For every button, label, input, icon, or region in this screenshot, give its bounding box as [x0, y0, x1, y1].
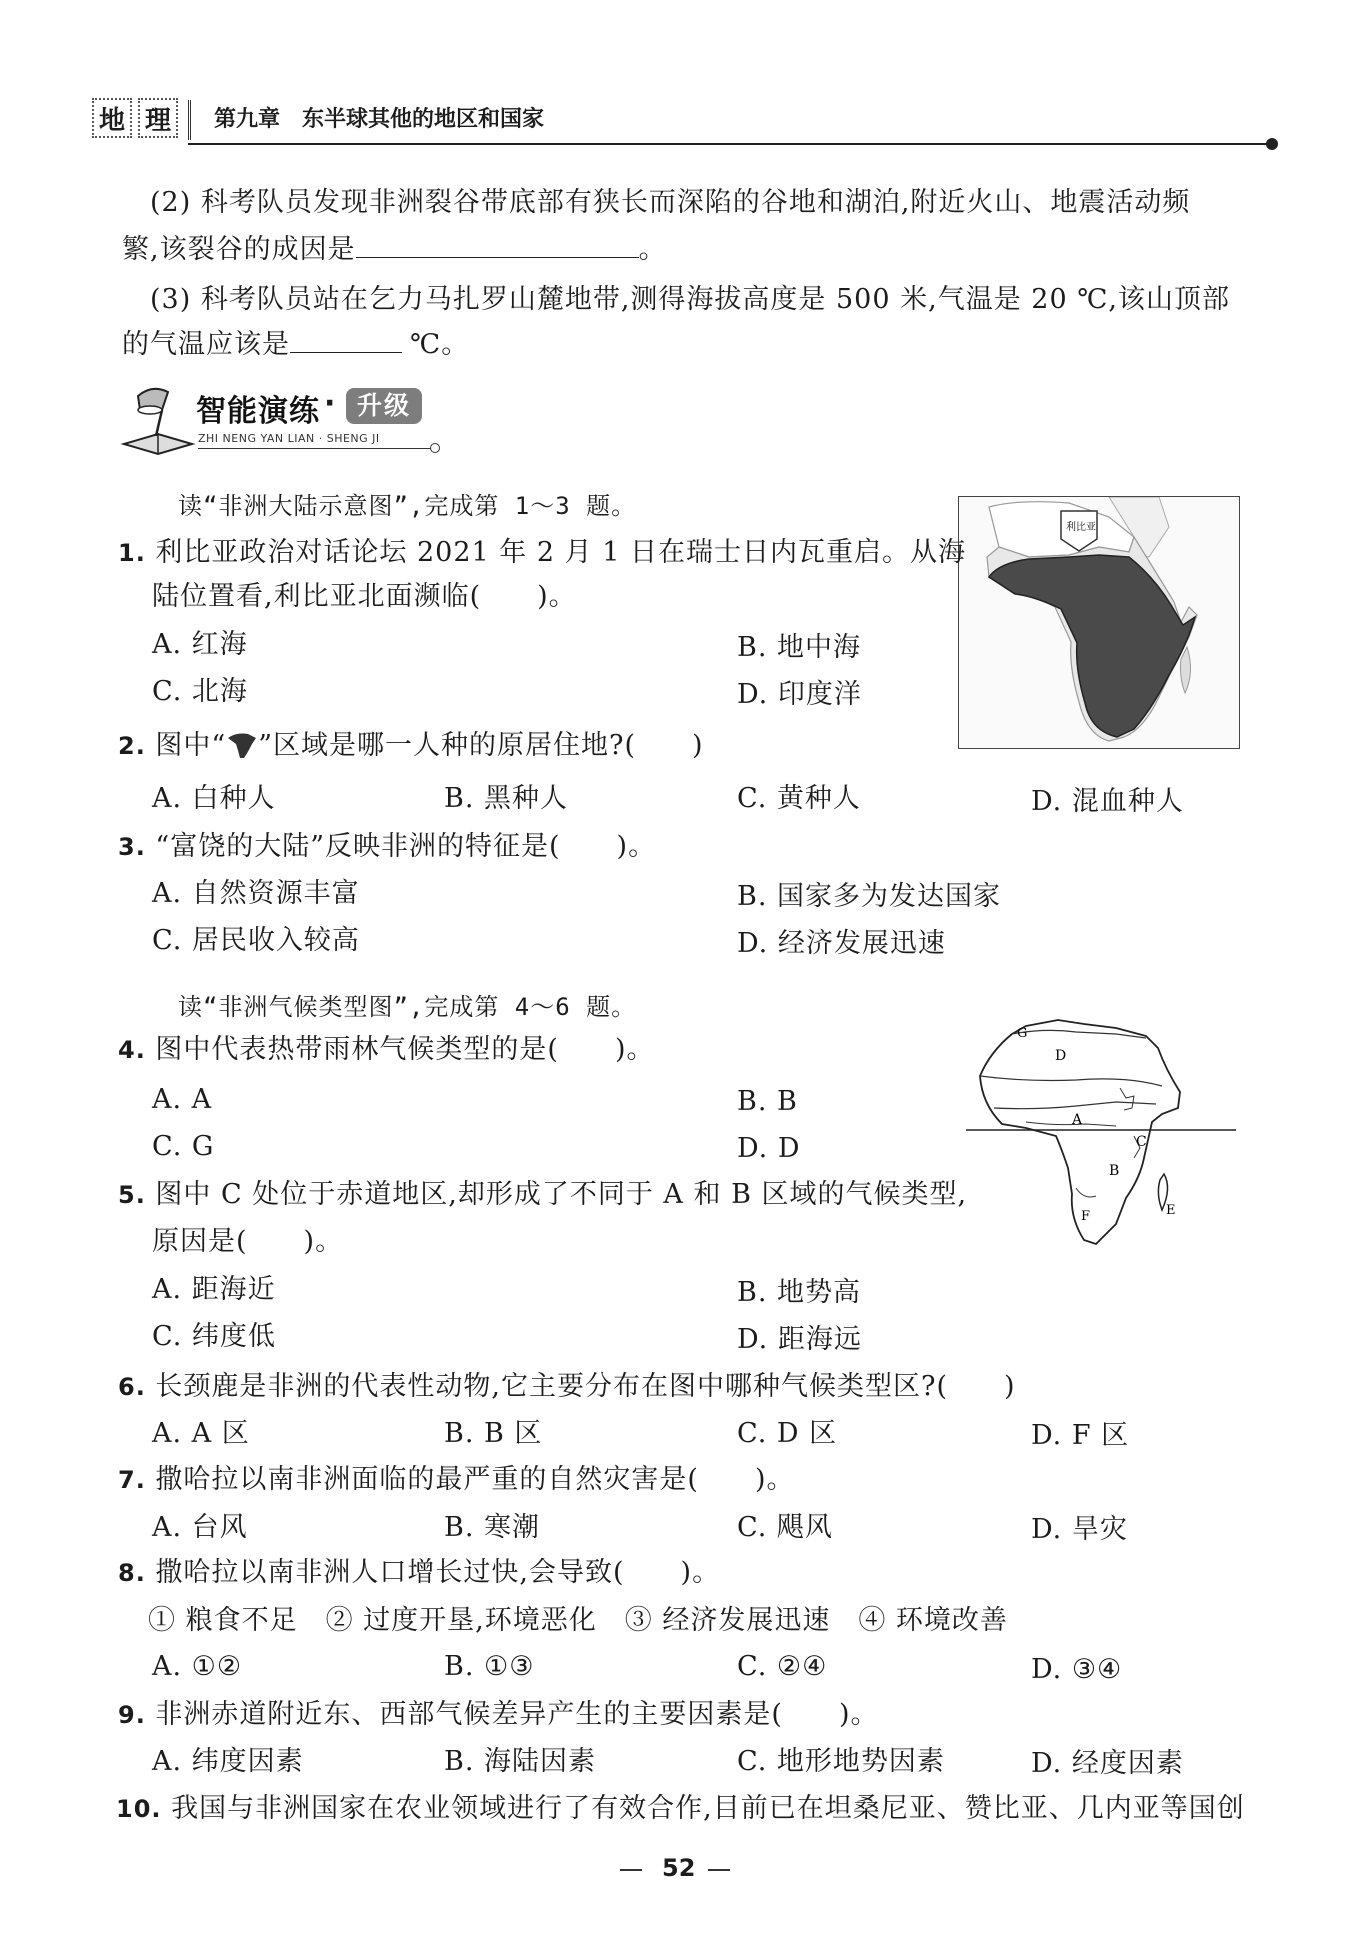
question-stem: 我国与非洲国家在农业领域进行了有效合作,目前已在坦桑尼亚、赞比亚、几内亚等国创: [171, 1793, 1245, 1824]
option-b[interactable]: B. 寒潮: [444, 1512, 541, 1543]
question-4: [118, 1033, 655, 1067]
question-9: [118, 1698, 879, 1732]
climate-map-figure: [966, 1018, 1246, 1250]
option-b[interactable]: B. 黑种人: [444, 783, 569, 814]
map-label-a: A: [1072, 1112, 1083, 1128]
page-footer: [620, 1854, 732, 1884]
question-stem: 非洲赤道附近东、西部气候差异产生的主要因素是( )。: [155, 1699, 879, 1730]
question-10: [116, 1792, 1245, 1826]
question-stem-pre: 图中“: [155, 730, 227, 761]
question-stem: “富饶的大陆”反映非洲的特征是( )。: [155, 831, 657, 862]
question-1-line2: 陆位置看,利比亚北面濒临( )。: [152, 581, 577, 612]
prev-q2-line1: (2) 科考队员发现非洲裂谷带底部有狭长而深陷的谷地和湖泊,附近火山、地震活动频: [150, 187, 1191, 218]
map-label-c: C: [1136, 1134, 1147, 1150]
question-number: 5.: [118, 1181, 146, 1209]
option-d[interactable]: D. 经度因素: [1031, 1748, 1184, 1779]
option-c[interactable]: C. 地形地势因素: [737, 1746, 945, 1777]
libya-label: 利比亚: [1066, 522, 1096, 533]
option-a[interactable]: A. 台风: [152, 1512, 248, 1543]
prev-q2-line2-text: 繁,该裂谷的成因是: [122, 234, 356, 265]
question-number: 7.: [118, 1466, 146, 1494]
option-d[interactable]: D. 印度洋: [737, 679, 862, 710]
option-c[interactable]: C. D 区: [737, 1418, 838, 1449]
option-d[interactable]: D. D: [737, 1133, 801, 1164]
question-stem: 撒哈拉以南非洲人口增长过快,会导致( )。: [155, 1557, 721, 1588]
subject-char-1: 地: [92, 98, 132, 138]
section-pinyin: ZHI NENG YAN LIAN · SHENG JI: [198, 432, 380, 445]
question-number: 8.: [118, 1559, 146, 1587]
option-d[interactable]: D. 旱灾: [1031, 1514, 1128, 1545]
section-title: 智能演练: [196, 394, 320, 429]
africa-climate-map: [966, 1018, 1246, 1250]
option-c[interactable]: C. G: [152, 1131, 215, 1162]
map-label-d: D: [1055, 1048, 1067, 1064]
prev-q2-line2-end: 。: [638, 234, 667, 265]
africa-continent-map: [958, 496, 1240, 749]
book-lamp-icon: [118, 380, 200, 456]
option-c[interactable]: C. 纬度低: [152, 1321, 276, 1352]
question-3: [118, 830, 656, 864]
option-a[interactable]: A. 距海近: [152, 1274, 276, 1305]
question-number: 1.: [118, 539, 146, 567]
option-b[interactable]: B. B 区: [444, 1418, 543, 1449]
option-d[interactable]: D. 混血种人: [1031, 786, 1184, 817]
option-c[interactable]: C. 飓风: [737, 1512, 833, 1543]
question-8-items: ① 粮食不足 ② 过度开垦,环境恶化 ③ 经济发展迅速 ④ 环境改善: [148, 1605, 1008, 1636]
option-c[interactable]: C. 北海: [152, 676, 248, 707]
question-2: [118, 729, 704, 763]
question-number: 4.: [118, 1036, 146, 1064]
question-number: 6.: [118, 1373, 146, 1401]
option-b[interactable]: B. B: [737, 1086, 798, 1117]
question-number: 9.: [118, 1701, 146, 1729]
footer-dash-left: [620, 1869, 642, 1871]
header-divider: [188, 100, 191, 140]
option-a[interactable]: A. 白种人: [152, 783, 276, 814]
question-7: [118, 1463, 795, 1497]
map-label-g: G: [1017, 1026, 1028, 1041]
option-d[interactable]: D. 距海远: [737, 1324, 862, 1355]
page-number: 52: [662, 1854, 696, 1882]
prev-q3-line1: (3) 科考队员站在乞力马扎罗山麓地带,测得海拔高度是 500 米,气温是 20 ℃,该山顶部: [150, 284, 1230, 315]
question-8: [118, 1556, 720, 1590]
option-a[interactable]: A. 红海: [152, 629, 248, 660]
question-stem: 图中代表热带雨林气候类型的是( )。: [155, 1034, 655, 1065]
question-stem: 撒哈拉以南非洲面临的最严重的自然灾害是( )。: [155, 1464, 795, 1495]
prev-q3-line2-text: 的气温应该是: [122, 329, 290, 360]
section-badge: 升级: [346, 388, 422, 424]
option-d[interactable]: D. 经济发展迅速: [737, 928, 946, 959]
question-5: [118, 1178, 967, 1212]
page-header: [92, 98, 1282, 148]
prev-q3-line2: [122, 327, 469, 362]
section-end-circle: [430, 443, 440, 453]
reading-intro-1: 读“非洲大陆示意图”,完成第 1～3 题。: [178, 492, 637, 520]
africa-shaded-region-icon: [226, 730, 258, 760]
question-6: [118, 1370, 1016, 1404]
option-d[interactable]: D. ③④: [1031, 1654, 1123, 1685]
question-stem-post: ”区域是哪一人种的原居住地?( ): [258, 730, 704, 761]
option-b[interactable]: B. 海陆因素: [444, 1746, 597, 1777]
question-stem: 长颈鹿是非洲的代表性动物,它主要分布在图中哪种气候类型区?( ): [155, 1371, 1016, 1402]
question-number: 3.: [118, 833, 146, 861]
option-b[interactable]: B. 地势高: [737, 1277, 862, 1308]
map-label-f: F: [1081, 1209, 1091, 1224]
option-b[interactable]: B. 地中海: [737, 632, 862, 663]
reading-intro-2: 读“非洲气候类型图”,完成第 4～6 题。: [178, 993, 637, 1021]
section-dot: ·: [324, 386, 336, 421]
footer-dash-right: [708, 1869, 730, 1871]
option-d[interactable]: D. F 区: [1031, 1420, 1130, 1451]
header-rule-dot: [1266, 138, 1278, 150]
subject-char-2: 理: [138, 98, 178, 138]
map-label-b: B: [1109, 1163, 1120, 1179]
option-c[interactable]: C. ②④: [737, 1651, 828, 1682]
answer-blank[interactable]: [356, 232, 639, 258]
question-stem: 图中 C 处位于赤道地区,却形成了不同于 A 和 B 区域的气候类型,: [155, 1179, 968, 1210]
option-b[interactable]: B. ①③: [444, 1651, 535, 1682]
question-number: 2.: [118, 732, 146, 760]
option-c[interactable]: C. 居民收入较高: [152, 925, 360, 956]
header-rule: [188, 143, 1268, 145]
option-a[interactable]: A. ①②: [152, 1651, 243, 1682]
question-5-line2: 原因是( )。: [152, 1226, 344, 1257]
answer-blank[interactable]: [290, 327, 402, 353]
prev-q3-line2-end: ℃。: [410, 329, 470, 360]
option-c[interactable]: C. 黄种人: [737, 783, 861, 814]
africa-map-figure: [959, 497, 1240, 749]
question-1: [118, 536, 966, 570]
chapter-title: 第九章 东半球其他的地区和国家: [214, 107, 545, 132]
question-number: 10.: [116, 1795, 162, 1823]
option-b[interactable]: B. 国家多为发达国家: [737, 881, 1002, 912]
option-a[interactable]: A. 自然资源丰富: [152, 878, 360, 909]
map-label-e: E: [1166, 1203, 1176, 1218]
option-a[interactable]: A. A: [152, 1084, 213, 1115]
option-a[interactable]: A. 纬度因素: [152, 1746, 304, 1777]
option-a[interactable]: A. A 区: [152, 1418, 250, 1449]
section-banner: [118, 380, 448, 460]
prev-q2-line2: [122, 232, 667, 267]
section-underline: [198, 448, 434, 449]
question-stem: 利比亚政治对话论坛 2021 年 2 月 1 日在瑞士日内瓦重启。从海: [155, 537, 966, 568]
